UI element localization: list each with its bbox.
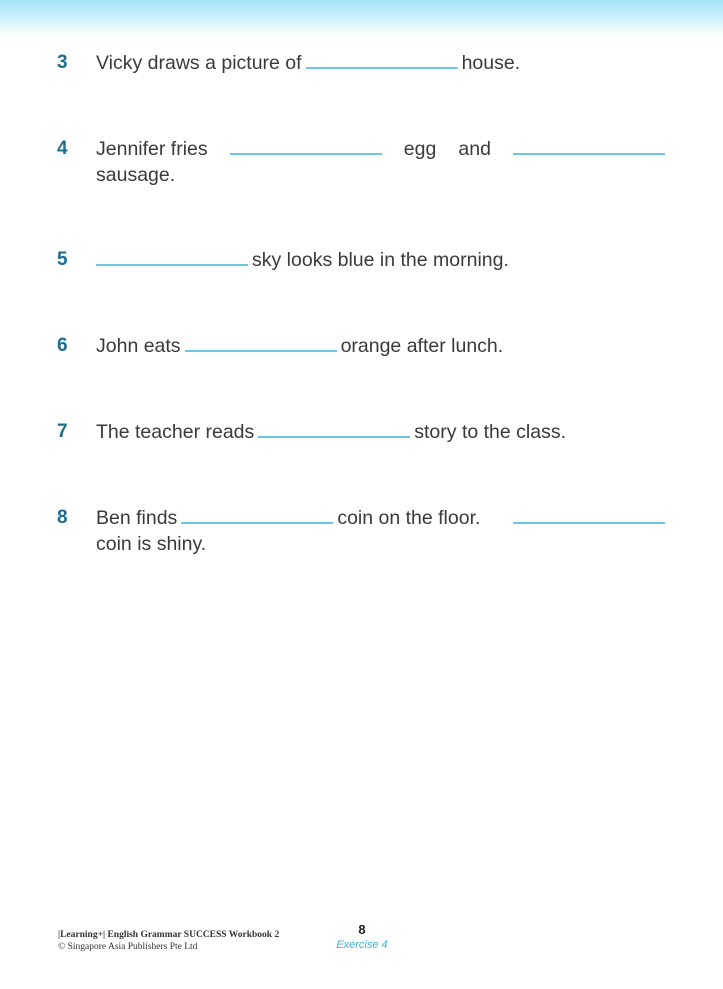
question-number: 4 (57, 138, 68, 159)
answer-blank[interactable] (96, 263, 248, 266)
question-text: story to the class. (414, 421, 566, 443)
answer-blank[interactable] (181, 521, 333, 524)
header-band (0, 0, 723, 36)
book-title: |Learning+| English Grammar SUCCESS Workbook 2 (58, 930, 280, 940)
copyright: © Singapore Asia Publishers Pte Ltd (58, 942, 198, 952)
question-text: Vicky draws a picture of (96, 52, 302, 74)
question-text: John eats (96, 335, 181, 357)
question-text: sky looks blue in the morning. (252, 249, 509, 271)
answer-blank[interactable] (513, 521, 665, 524)
question-number: 5 (57, 249, 68, 270)
question-text: coin is shiny. (96, 533, 207, 555)
answer-blank[interactable] (258, 435, 410, 438)
question-number: 3 (57, 52, 68, 73)
question-text: The teacher reads (96, 421, 255, 443)
page-number: 8 (358, 922, 366, 937)
answer-blank[interactable] (513, 152, 665, 155)
exercise-label: Exercise 4 (336, 939, 388, 951)
answer-blank[interactable] (185, 349, 337, 352)
question-text: Ben finds (96, 507, 178, 529)
question-number: 8 (57, 507, 68, 528)
answer-blank[interactable] (230, 152, 382, 155)
question-text: and (458, 138, 491, 160)
question-text: house. (461, 52, 521, 74)
question-number: 6 (57, 335, 68, 356)
question-text: egg (403, 138, 437, 160)
question-text: sausage. (96, 164, 176, 186)
answer-blank[interactable] (306, 66, 458, 69)
question-text: coin on the floor. (337, 507, 481, 529)
footer-credits (58, 929, 279, 953)
question-number: 7 (57, 421, 68, 442)
question-text: Jennifer fries (96, 138, 208, 160)
question-text: orange after lunch. (340, 335, 504, 357)
